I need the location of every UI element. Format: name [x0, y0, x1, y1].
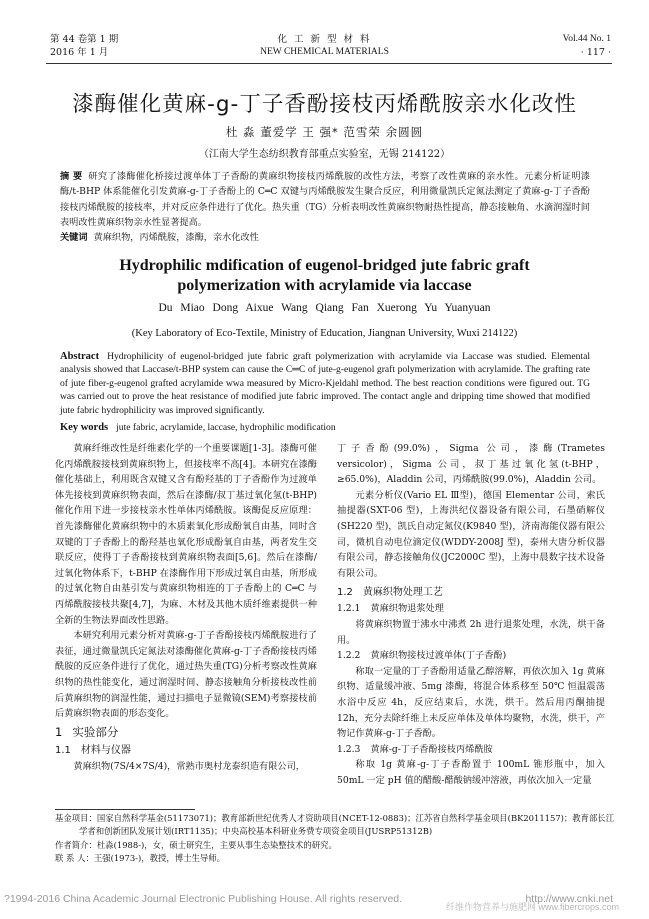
affiliation-zh: （江南大学生态纺织教育部重点实验室，无锡 214122） — [198, 149, 451, 160]
paper-title-en-line1: Hydrophilic mdification of eugenol-bridged jute fabric graft — [119, 257, 530, 274]
keywords-en-text: jute fabric, acrylamide, laccase, hydrophilic modification — [116, 422, 336, 433]
body-right-column — [337, 441, 605, 788]
subsubsection-heading — [337, 648, 605, 664]
body-left-column — [55, 441, 317, 774]
subsubsection-heading — [337, 601, 605, 617]
section-title: 实验部分 — [72, 724, 119, 739]
body-paragraph: 称取 1g 黄麻-g-丁子香酚置于 100mL 锥形瓶中，加入 50mL 一定 pH 值的醋酸-醋酸钠缓冲溶液，再依次加入一定量 — [337, 759, 605, 786]
subsection-number: 1.2 — [337, 587, 353, 599]
subsubsection-title: 黄麻-g-丁子香酚接枝丙烯酰胺 — [370, 743, 493, 755]
journal-name-en: NEW CHEMICAL MATERIALS — [260, 47, 389, 57]
footnotes — [55, 812, 615, 865]
footnote-funding: 基金项目：国家自然科学基金(51173071)；教育部新世纪优秀人才资助项目(NCET-12-0883)；江苏省自然科学基金项目(BK2011157)；教育部长江 — [55, 813, 615, 823]
body-paragraph: 元素分析仪(Vario EL Ⅲ型)，德国 Elementar 公司，索氏抽提器(SXT-06 型)，上海洪纪仪器设备有限公司，石墨硝解仪(SH220 型)，凯氏自动定氮仪(K9840 型)，济南海能仪器有限公司，微机自动电位滴定仪(WDDY-2008J 型)，泰州大唐分析仪器有限公司，静态接触角仪(JC2000C 型)，上海中晨数字技术设备有限公司。 — [337, 489, 605, 579]
body-paragraph: 丁子香酚(99.0%)，Sigma 公司，漆酶(Trametes versicolor)，Sigma 公司，叔丁基过氧化氢(t-BHP，≥65.0%)，Aladdin 公司，丙烯酰胺(99.0%)，Aladdin 公司。 — [337, 443, 605, 486]
page-number: · 117 · — [580, 47, 611, 58]
keywords-zh-label: 关键词 — [60, 232, 88, 243]
paper-title-en-line2: polymerization with acrylamide via laccase — [177, 277, 472, 294]
paper-title-zh: 漆酶催化黄麻-g-丁子香酚接枝丙烯酰胺亲水化改性 — [72, 92, 577, 117]
issue-date: 2016 年 1 月 — [50, 47, 109, 58]
authors-en: Du Miao Dong Aixue Wang Qiang Fan Xuerong Yu Yuanyuan — [158, 302, 491, 314]
body-paragraph: 将黄麻织物置于沸水中沸煮 2h 进行退浆处理，水洗，烘干备用。 — [337, 618, 605, 646]
header-rule — [46, 63, 612, 64]
keywords-en — [60, 421, 590, 434]
volume-issue: 第 44 卷第 1 期 — [50, 34, 119, 45]
affiliation-en: (Key Laboratory of Eco-Textile, Ministry of Education, Jiangnan University, Wuxi 214122) — [131, 328, 518, 339]
subsubsection-number: 1.2.1 — [337, 603, 361, 615]
subsubsection-heading — [337, 742, 605, 758]
paper-title-en — [0, 256, 649, 296]
abstract-en-text: Hydrophilicity of eugenol-bridged jute fabric graft polymerization with acrylamide via Laccase was studied. Elemental analysis showed that Laccase/t-BHP system can cause the C═C of jute-g-eugenol graft polymerization with acrylamide. The grafting rate of jute fiber-g-eugenol grafted acrylamide wwa measured by Micro-Kjeldahl method. The best reaction conditions were figured out. TG was carried out to prove the heat resistance of modified jute fabric improved. The contact angle and dripping time showed that modified jute fabric hydrophilicity was improved significantly. — [60, 351, 590, 416]
abstract-zh-label: 摘 要 — [60, 171, 83, 182]
running-header-center — [0, 33, 649, 59]
cnki-link[interactable]: http://www.cnki.net — [525, 893, 613, 905]
footnote-contact: 联 系 人：王强(1973-)，教授，博士生导师。 — [55, 852, 226, 863]
keywords-en-label: Key words — [60, 422, 109, 433]
body-paragraph: 本研究利用元素分析对黄麻-g-丁子香酚接枝丙烯酰胺进行了表征，通过微量凯氏定氮法对漆酶催化黄麻-g-丁子香酚接枝丙烯酰胺的反应条件进行了优化，通过热失重(TG)分析考察改性黄麻织物的热性能变化，通过润湿时间、静态接触角分析接枝改性前后黄麻织物的润湿性能，通过扫描电子显微镜(SEM)考察接枝前后黄麻织物表面的形态变化。 — [55, 630, 317, 720]
copyright-text: ?1994-2016 China Academic Journal Electronic Publishing House. All rights reserved. — [4, 893, 403, 905]
footnote-rule — [55, 809, 195, 810]
subsection-heading — [337, 585, 605, 601]
keywords-zh — [60, 230, 590, 245]
subsubsection-title: 黄麻织物退浆处理 — [370, 603, 444, 615]
authors-zh: 杜 淼 董爱学 王 强* 范雪荣 余圆圆 — [225, 125, 424, 139]
body-paragraph: 称取一定量的丁子香酚用适量乙醇溶解，再依次加入 1g 黄麻织物、适量缓冲液、5mg 漆酶，将混合体系移至 50℃ 恒温震荡水浴中反应 4h，反应结束后，水洗，烘干。然后用丙酮抽提 12h，充分去除纤维上未反应单体及单体均聚物，水洗，烘干，产物记作黄麻-g-丁子香酚。 — [337, 665, 605, 740]
subsubsection-number: 1.2.3 — [337, 743, 361, 755]
subsection-title: 黄麻织物处理工艺 — [362, 587, 443, 599]
running-header-right — [563, 33, 611, 59]
footnote-author: 作者简介：杜淼(1988-)，女，硕士研究生，主要从事生态染整技术的研究。 — [55, 839, 337, 850]
subsection-heading — [55, 743, 317, 759]
section-number: 1 — [55, 724, 63, 739]
abstract-zh — [60, 169, 590, 230]
abstract-en — [60, 350, 590, 417]
subsubsection-number: 1.2.2 — [337, 650, 361, 662]
keywords-zh-text: 黄麻织物，丙烯酰胺，漆酶，亲水化改性 — [93, 232, 259, 243]
abstract-zh-text: 研究了漆酶催化桥接过渡单体丁子香酚的黄麻织物接枝丙烯酰胺的改性方法，考察了改性黄麻的亲水性。元素分析证明漆酶/t-BHP 体系能催化引发黄麻-g-丁子香酚上的 C═C 双键与丙烯酰胺发生聚合反应，利用微量凯氏定氮法测定了黄麻-g-丁子香酚接枝丙烯酰胺的接枝率，并对反应条件进行了优化。热失重（TG）分析表明改性黄麻织物耐热性提高，静态接触角、水滴润湿时间表明改性黄麻织物亲水性显著提高。 — [60, 171, 590, 228]
subsection-number: 1.1 — [55, 744, 71, 756]
site-watermark: 纤维作物营养与施肥网 www.fibercrops.com — [445, 902, 619, 912]
journal-name-zh: 化 工 新 型 材 料 — [277, 34, 372, 45]
subsection-title: 材料与仪器 — [80, 744, 131, 756]
subsubsection-title: 黄麻织物接枝过渡单体(丁子香酚) — [370, 650, 507, 662]
abstract-en-label: Abstract — [60, 351, 100, 362]
body-paragraph: 黄麻纤维改性是纤维素化学的一个重要课题[1-3]。漆酶可催化丙烯酰胺接枝到黄麻织物上，但接枝率不高[4]。本研究在漆酶催化基础上，利用既含双键又含有酚羟基的丁子香酚作为过渡单体先接枝到黄麻织物表面，然后在漆酶/叔丁基过氧化氢(t-BHP)催化作用下进一步接枝亲水性单体丙烯酰胺。该酶促反应原理：首先漆酶催化黄麻织物中的木质素氧化形成酚氧自由基，同时含双键的丁子香酚上的酚羟基也氧化形成酚氧自由基，两者发生交联反应，使得丁子香酚接枝到黄麻织物表面[5,6]。然后在漆酶/过氧化物体系下，t-BHP 在漆酶作用下形成过氧自由基，所形成的过氧化物自由基引发与黄麻织物相连的丁子香酚上的 C═C 与丙烯酰胺接枝共聚[4,7]，为麻、木材及其他木质纤维素提供一种全新的生物法界面改性思路。 — [55, 443, 317, 626]
body-paragraph: 黄麻织物(7S/4×7S/4)，常熟市奥村龙泰织造有限公司， — [73, 760, 305, 772]
footnote-funding-cont: 学者和创新团队发展计划(IRT1135)；中央高校基本科研业务费专项资金项目(JUSRP51312B) — [79, 826, 433, 837]
volume-no-en: Vol.44 No. 1 — [562, 34, 611, 44]
section-heading — [55, 724, 317, 741]
